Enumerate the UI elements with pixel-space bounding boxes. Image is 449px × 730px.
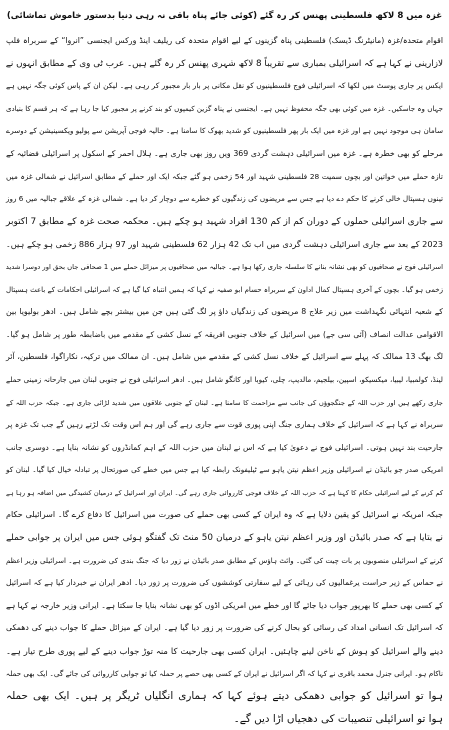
article-text-line: 2023 کے بعد سے جاری اسرائیلی دہشت گردی میں اب تک 42 ہزار 62 فلسطینی شہید اور 97 ہزار 886 زخمی ہو چکے ہیں۔ [6, 239, 443, 250]
article-text-line: جہاں وہ جاسکیں۔ غزہ میں کوئی بھی جگہ محفوظ نہیں ہے۔ ایجنسی نے پناہ گزین کیمپوں کو بند کرنے پر مجبور کیا جا رہا ہے کہ ہر قسم کا بنیادی [6, 104, 443, 113]
article-text-line: اقوام متحدہ/غزہ (مانیٹرنگ ڈیسک) فلسطینی پناہ گزینوں کے لیے اقوام متحدہ کی ریلیف اینڈ ورکس ایجنسی ”انروا“ کے سربراہ فلپ [6, 36, 443, 45]
article-text-line: نے بتایا ہے کہ صدر بائیڈن اور وزیر اعظم نیتن یاہو کے درمیان 50 منٹ تک گفتگو ہوئی جس میں ایران پر جوابی حملے [6, 533, 443, 544]
article-text-line: کے کسی بھی حملے کا بھرپور جواب دیا جائے گا اور خطے میں امریکی اڈوں کو بھی نشانہ بنایا جا سکتا ہے۔ ایرانی وزیر خارجہ نے کہا ہے [6, 600, 443, 610]
article-text-line: سربراہ نے کہا ہے کہ اسرائیل کے خلاف ہماری جنگ اپنی پوری قوت سے جاری رہے گی اور ہم اس وقت تک لڑتے رہیں گے جب تک غزہ پر [6, 420, 443, 430]
article-text-line: ایکس پر جاری پوسٹ میں لکھا کہ اسرائیلی فوج فلسطینیوں کو نقل مکانی پر بار بار مجبور کر رہی ہے۔ لیکن ان کے پاس کوئی جگہ نہیں ہے [6, 81, 443, 91]
article-text-line: ناکام ہو۔ ایرانی جنرل محمد باقری نے کہا کہ اگر اسرائیل نے ایران کے کسی بھی حصے پر حملہ کیا تو جوابی کارروائی کی جائے گی۔ ایک بھی حملہ [5, 668, 443, 678]
article-text-line: سامان ہی موجود نہیں ہے اور غزہ میں ایک بار پھر فلسطینیوں کو شدید بھوک کا سامنا ہے۔ حالیہ فوجی آپریشن سے پولیو ویکسینیشن کے دوسرے [6, 126, 443, 136]
article-text-line: امریکی صدر جو بائیڈن نے اسرائیلی وزیر اعظم نیتن یاہو سے ٹیلیفونک رابطہ کیا ہے جس میں خطے کی صورتحال پر تبادلہ خیال کیا گیا۔ لبنان کو [6, 465, 443, 475]
article-text-line: کرنے کے اسرائیلی منصوبوں پر بات چیت کی گئی۔ وائٹ ہاؤس کے مطابق صدر بائیڈن نے زور دیا کہ جنگ بندی کی ضرورت ہے۔ اسرائیلی وزیر اعظم [6, 556, 443, 565]
article-text-line: تینوں ہسپتال خالی کرنے کا حکم دے دیا ہے جس سے مریضوں کی زندگیوں کو خطرے سے دوچار کر دیا ہے۔ شمالی غزہ کے علاقے جبالیہ میں 6 روز [6, 194, 444, 204]
article-text-line: تازہ حملے میں خواتین اور بچوں سمیت 28 فلسطینی شہید اور 54 زخمی ہو گئے جبکہ ایک اور حملے کے مطابق اسرائیل نے شمالی غزہ میں [6, 171, 443, 181]
article-text-line: لینڈ، کولمبیا، لیبیا، میکسیکو، اسپین، بیلجیم، مالدیپ، چلی، کیوبا اور کانگو شامل ہیں۔ ادھر اسرائیلی فوج نے جنوبی لبنان میں جارحانہ زمینی حملے [6, 374, 443, 384]
article-text-line: جارحیت بند نہیں ہوتی۔ اسرائیلی فوج نے دعویٰ کیا ہے کہ اس نے لبنان میں حزب اللہ کے اہم کمانڈروں کو نشانہ بنایا ہے۔ دوسری جانب [6, 442, 443, 452]
article-text-line: لگ بھگ 13 ممالک کہ پہلے سے اسرائیل کے خلاف نسل کشی کے مقدمے میں شامل ہیں۔ ان ممالک میں ترکیہ، نکاراگوا، فلسطین، آئر [6, 352, 443, 362]
article-text-line: ہوا تو اسرائیل کو جوابی دھمکی دیتے ہوئے کہا کہ ہماری انگلیاں ٹریگر پر ہیں۔ ایک بھی حملہ [6, 690, 443, 703]
article-text-line: ہوا تو اسرائیلی تنصیبات کی دھجیاں اڑا دیں گے۔ [233, 712, 443, 725]
article-text-line: جاری رکھے ہیں اور حزب اللہ کے جنگجوؤں کی جانب سے مزاحمت کا سامنا ہے۔ لبنان کے جنوبی علاقوں میں شدید لڑائی جاری ہے۔ جبکہ حزب اللہ کے [6, 398, 443, 407]
article-text-line: الاقوامی عدالت انصاف (آئی سی جے) میں اسرائیل کے خلاف جنوبی افریقہ کے نسل کشی کے مقدمے میں باضابطہ طور پر شامل ہو گیا۔ [6, 329, 443, 339]
article-text-line: جبکہ امریکہ نے اسرائیل کو یقین دلایا ہے کہ وہ ایران کے کسی بھی حملے کی صورت میں اسرائیل کا دفاع کرے گا۔ اسرائیلی حکام [6, 510, 443, 520]
article-text-line: اسرائیلی فوج نے صحافیوں کو بھی نشانہ بنانے کا سلسلہ جاری رکھا ہوا ہے۔ جبالیہ میں صحافیوں پر میزائل حملے میں 1 صحافی جاں بحق اور دوسرا شدید [5, 262, 443, 271]
article-text-line: کہ اسرائیل تک انسانی امداد کی رسائی کو بحال کرنے کی ضرورت پر زور دیا گیا ہے۔ ایران کے میزائل حملے کا جواب دینے کی دھمکی [6, 623, 443, 633]
article-headline: غزہ میں 8 لاکھ فلسطینی پھنس کر رہ گئے (کوئی جائے پناہ باقی نہ رہی دنیا بدستور خاموش تماشائی) [6, 11, 443, 21]
article-body [6, 30, 443, 730]
article-text-line: لازارینی نے کہا ہے کہ اسرائیلی بمباری سے تقریباً 8 لاکھ شہری پھنس کر رہ گئے ہیں۔ عرب ٹی وی کے مطابق انہوں نے [5, 58, 443, 69]
article-text-line: سے جاری اسرائیلی حملوں کے دوران کم از کم 130 افراد شہید ہو چکے ہیں۔ محکمہ صحت غزہ کے مطابق 7 اکتوبر [6, 216, 443, 227]
article-text-line: کے شعبہ انتہائی نگہداشت میں زیر علاج 8 مریضوں کی زندگیاں داؤ پر لگ گئی ہیں جن میں بیشتر بچے شامل ہیں۔ ادھر بولیویا بین [6, 307, 443, 317]
article-text-line: مرحلے کو بھی خطرہ ہے۔ غزہ میں اسرائیلی دہشت گردی 369 ویں روز بھی جاری ہے۔ ہلال احمر کے اسکول پر اسرائیلی فضائیہ کے [6, 148, 443, 158]
article-text-line: زخمی ہو گیا۔ بچوں کے آخری ہسپتال کمال اداون کے سربراہ حسام ابو صفیہ نے کہا کہ ہمیں انتباہ کیا گیا ہے کہ اسرائیلی احکامات کے باعث ہسپتال [6, 285, 443, 294]
article-text-line: نے حماس کے زیر حراست یرغمالیوں کی رہائی کے لیے سفارتی کوششوں کی ضرورت پر زور دیا۔ ادھر ایران نے خبردار کیا ہے کہ اسرائیل [6, 578, 443, 588]
article-text-line: کم کرنے کے لیے اسرائیلی حکام کا کہنا ہے کہ حزب اللہ کے خلاف فوجی کارروائی جاری رہے گی۔ ایران اور اسرائیل کے درمیان کشیدگی میں اضافہ ہو رہا ہے [6, 488, 443, 497]
article-text-line: دینے والے اسرائیل کو ہوش کے ناخن لینے چاہئیں۔ ایران کسی بھی جارحیت کا منہ توڑ جواب دینے کے لیے پوری طرح تیار ہے۔ [6, 646, 443, 657]
